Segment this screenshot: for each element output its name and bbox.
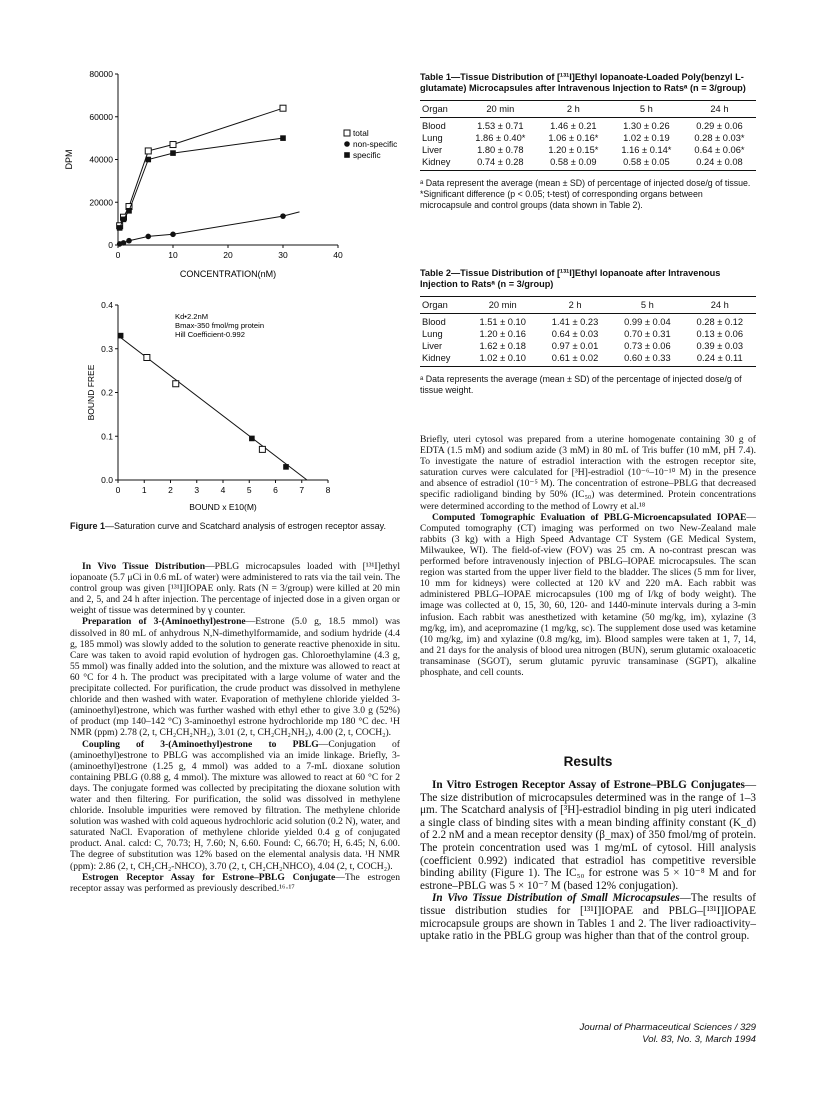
legend-label-total: total — [353, 128, 369, 138]
data-point — [173, 381, 179, 387]
table-1-row — [420, 156, 756, 171]
text-in-vitro: —The size distribution of microcapsules determined was in the range of 1–3 μm. The Scatchard analysis of [³H]-estradiol binding in pig uteri indicated a single class of binding sites with a mean binding affinity constant (K_d) of 2.2 nM and a mean receptor density (β_max) of 350 fmol/mg of protein. The protein concentration used was 1 mg/mL of cytosol. Hill analysis (coefficient 0.992) indicated that estradiol has competitive reversible binding ability (Figure 1). The IC₅₀ for estrone was 5 × 10⁻⁸ M and for estrone–PBLG was 5 × 10⁻⁷ M (based 12% conjugation). — [420, 779, 756, 892]
table-1-cell: 0.64 ± 0.06* — [694, 145, 745, 155]
table-1 — [420, 100, 756, 171]
table-1-row — [420, 118, 756, 133]
results-heading: Results — [563, 754, 613, 769]
annotation-text: Hill Coefficient-0.992 — [175, 330, 245, 339]
table-1-cell: 0.29 ± 0.06 — [696, 121, 743, 131]
figure-caption-text: —Saturation curve and Scatchard analysis of estrogen receptor assay. — [105, 521, 386, 531]
table-1-title: Table 1—Tissue Distribution of [¹³¹I]Ethyl Iopanoate-Loaded Poly(benzyl L-glutamate) Microcapsules after Intravenous Injection to Ratsᵃ (n = 3/group) — [420, 72, 746, 93]
legend-label-non-specific: non-specific — [353, 139, 398, 149]
table-1-cell: Lung — [422, 133, 443, 143]
paragraph-small-microcapsules — [420, 892, 756, 942]
table-2-cell: 0.99 ± 0.04 — [624, 317, 671, 327]
table-2-cell: Kidney — [420, 352, 467, 367]
table-1-cell: 1.16 ± 0.14* — [621, 145, 672, 155]
table-2 — [420, 296, 756, 367]
x-tick-label: 5 — [246, 485, 252, 495]
data-point-specific — [121, 217, 127, 223]
table-1-cell: Blood — [422, 121, 446, 131]
table-2-cell: 0.24 ± 0.11 — [684, 352, 756, 367]
annotation-text: Bmax-350 fmol/mg protein — [175, 321, 265, 330]
table-1-cell: 0.24 ± 0.08 — [683, 156, 756, 171]
data-point — [259, 446, 265, 452]
series-line-total — [120, 108, 283, 226]
table-2-cell: Blood — [422, 317, 446, 327]
right-column-text — [420, 434, 756, 678]
x-tick-label: 4 — [220, 485, 226, 495]
table-1-header-row — [420, 101, 756, 118]
x-tick-label: 2 — [168, 485, 173, 495]
data-point-non-specific — [280, 213, 286, 219]
y-tick-label: 0.4 — [101, 300, 113, 310]
table-2-cell: 0.64 ± 0.03 — [551, 329, 599, 339]
table-1-row — [420, 132, 756, 144]
data-point-non-specific — [170, 232, 176, 238]
table-1-cell: 1.30 ± 0.26 — [623, 121, 670, 131]
table-1-cell: 1.20 ± 0.15* — [548, 145, 599, 155]
x-tick-label: 10 — [168, 250, 178, 260]
x-tick-label: 1 — [141, 485, 147, 495]
table-1-header-cell: 5 h — [610, 101, 683, 118]
y-tick-label: 0 — [108, 240, 113, 250]
paragraph-in-vivo — [70, 561, 400, 616]
text-in-vivo: —PBLG microcapsules loaded with [¹³¹I]ethyl iopanoate (5.7 μCi in 0.6 mL of water) were administered to rats via the tail vein. The control group was given [¹³¹I]IOPAE only. Rats (N = 3/group) were killed at 20 min and 2, 5, and 24 h after injection. The percentage of injected dose in a given organ or weight of tissue was determined by γ counter. — [70, 561, 400, 617]
x-tick-label: 3 — [194, 485, 200, 495]
figure-caption-label: Figure 1 — [70, 521, 106, 531]
x-tick-label: 8 — [325, 485, 331, 495]
x-axis-label: CONCENTRATION(nM) — [179, 269, 277, 279]
x-axis-label: BOUND x E10(M) — [189, 502, 257, 512]
table-1-cell: 1.80 ± 0.78 — [477, 145, 524, 155]
table-2-header-row — [420, 297, 756, 314]
series-line-specific — [120, 138, 283, 228]
legend-label-specific: specific — [353, 150, 381, 160]
text-preparation: —Estrone (5.0 g, 18.5 mmol) was dissolved in 80 mL of anhydrous N,N-dimethylformamide, and sodium hydride (4.4 g, 185 mmol) was slowly added to the solution to generate reactive phenoxide in situ. Care was taken to avoid rapid evolution of hydrogen gas. Chloroethylamine (4.3 g, 55 mmol) was finally added into the solution, and the mixture was allowed to react at 60 °C for 4 h. The product was precipitated with a large volume of water and the precipitate collected. For purification, the crude product was dissolved in methylene chloride and then washed with water. Evaporation of methylene chloride yielded 3-(aminoethyl)estrone, which was further washed with ethyl ether to give 3.0 g (52%) of product (mp 140–142 °C) 3-aminoethyl estrone hydrochloride mp 180 °C dec. ¹H NMR (ppm) 2.78 (2, t, CH₂CH₂NH₂), 3.01 (2, t, CH₂CH₂NH₂), 4.00 (2, t, COCH₂). — [70, 616, 400, 739]
x-tick-label: 30 — [278, 250, 288, 260]
table-1-header-cell: 24 h — [683, 101, 756, 118]
table-2-row — [420, 352, 756, 367]
data-point-non-specific — [126, 238, 132, 244]
table-1-row — [420, 144, 756, 156]
saturation-chart — [60, 60, 420, 290]
table-2-cell: 0.70 ± 0.31 — [624, 329, 671, 339]
heading-in-vivo: In Vivo Tissue Distribution — [82, 561, 206, 572]
heading-small-microcapsules: In Vivo Tissue Distribution of Small Microcapsules — [432, 892, 680, 905]
left-column-text — [70, 561, 400, 894]
table-2-cell: 1.51 ± 0.10 — [479, 317, 526, 327]
table-2-header-cell: 20 min — [467, 297, 539, 314]
paragraph-receptor-assay — [70, 872, 400, 894]
scatchard-chart — [60, 295, 390, 520]
x-tick-label: 0 — [115, 250, 121, 260]
paragraph-cytosol: Briefly, uteri cytosol was prepared from a uterine homogenate containing 30 g of EDTA (1.5 mM) and sodium azide (3 mM) in 80 mL of Tris buffer (10 mM, pH 7.4). To investigate the nature of estradiol interaction with the estrogen receptor site, saturation curves were calculated for [³H]-estradiol (10⁻⁶–10⁻¹⁰ M) in the presence and absence of estradiol (10⁻⁵ M). The concentration of estrone–PBLG that decreased specific radioligand binding by 50% (IC₅₀) was determined. Protein concentrations were determined according to the method of Lowry et al.¹⁸ — [420, 434, 756, 512]
table-1-header-cell: Organ — [420, 101, 464, 118]
table-2-cell: 1.20 ± 0.16 — [479, 329, 526, 339]
annotation-text: Kd•2.2nM — [175, 312, 209, 321]
table-1-block — [420, 72, 756, 211]
table-2-header-cell: 5 h — [611, 297, 683, 314]
heading-in-vitro: In Vitro Estrogen Receptor Assay of Estrone–PBLG Conjugates — [432, 779, 745, 791]
data-point — [144, 355, 150, 361]
y-tick-label: 60000 — [89, 111, 113, 122]
table-1-cell: Kidney — [420, 156, 464, 171]
journal-footer — [420, 1022, 756, 1046]
text-receptor-assay: —The estrogen receptor assay was performed as previously described.¹⁶·¹⁷ — [70, 871, 400, 894]
table-2-cell: 0.13 ± 0.06 — [696, 329, 744, 339]
journal-volume: Vol. 83, No. 3, March 1994 — [642, 1034, 756, 1045]
heading-ct: Computed Tomographic Evaluation of PBLG-Microencapsulated IOPAE — [432, 511, 747, 523]
table-2-block — [420, 268, 756, 396]
data-point-specific — [145, 157, 151, 163]
table-1-cell: 1.86 ± 0.40* — [475, 133, 526, 143]
y-axis-label: BOUND FREE — [86, 364, 96, 421]
legend-marker-total — [344, 130, 350, 136]
table-2-header-cell: 2 h — [539, 297, 611, 314]
table-2-cell: Liver — [422, 341, 443, 351]
table-1-footnote: ᵃ Data represent the average (mean ± SD) of percentage of injected dose/g of tissue. *Significant difference (p < 0.05; t-test) of corresponding organs between microcapsule and control groups (data shown in Table 2). — [420, 178, 751, 210]
figure-caption — [70, 521, 400, 532]
x-tick-label: 6 — [273, 485, 278, 495]
table-2-row — [420, 314, 756, 329]
legend-marker-specific — [344, 152, 350, 158]
y-tick-label: 0.3 — [101, 343, 113, 354]
table-2-title: Table 2—Tissue Distribution of [¹³¹I]Ethyl Iopanoate after Intravenous Injection to Ratsᵃ (n = 3/group) — [420, 268, 721, 289]
heading-coupling: Coupling of 3-(Aminoethyl)estrone to PBLG — [82, 738, 319, 750]
data-point — [118, 333, 124, 339]
data-point-total — [170, 142, 176, 148]
table-2-cell: 0.60 ± 0.33 — [611, 352, 683, 367]
heading-preparation: Preparation of 3-(Aminoethyl)estrone — [82, 616, 246, 628]
text-ct: —Computed tomography (CT) imaging was performed on two New-Zealand male rabbits (3 kg) with a High Speed Advantage CT System (GE Medical System, Milwaukee, WI). The field-of-view (FOV) was 25 cm. A no-contrast prescan was performed before intravenously injection of PBLG–IOPAE microcapsules. The scan region was started from the upper liver field to the bladder. The slices (5 mm for liver, 10 mm for kidneys) were collected at 120 kV and 220 mA. Each rabbit was administered PBLG–IOPAE microcapsules (100 mg of I/kg of body weight). The image was collected at 0, 15, 30, 60, 120- and 1440-minute intervals during a 3-min infusion. Each rabbit was anesthetized with ketamine (50 mg/kg, im), xylazine (3 mg/kg, im), and acepromazine (1 mg/kg, sc). The supplement dose used was ketamine (10 mg/kg, im) and xylazine (0.8 mg/kg, im). Blood samples were taken at 1, 7, 14, and 21 days for the analysis of blood urea nitrogen (BUN), serum glutamic oxaloacetic transaminase (SGOT), serum glutamic pyruvic transaminase (SGPT), alkaline phosphate, and cell counts. — [420, 511, 756, 678]
x-tick-label: 20 — [223, 250, 233, 260]
data-point-specific — [126, 208, 132, 214]
y-axis-label: DPM — [64, 149, 74, 170]
journal-name: Journal of Pharmaceutical Sciences / 329 — [579, 1022, 756, 1033]
data-point-specific — [117, 225, 123, 231]
table-2-cell: 1.41 ± 0.23 — [551, 317, 599, 327]
data-point-total — [280, 105, 286, 111]
table-1-header-cell: 20 min — [464, 101, 537, 118]
table-2-cell: 0.39 ± 0.03 — [696, 341, 744, 351]
x-tick-label: 40 — [333, 250, 343, 260]
table-1-cell: 0.74 ± 0.28 — [464, 156, 537, 171]
y-tick-label: 0.0 — [101, 475, 113, 485]
table-2-row — [420, 328, 756, 340]
table-2-header-cell: 24 h — [684, 297, 756, 314]
data-point — [283, 464, 289, 470]
table-2-cell: 1.02 ± 0.10 — [467, 352, 539, 367]
series-line-non-specific — [120, 212, 300, 244]
y-tick-label: 80000 — [89, 69, 113, 79]
table-1-cell: 1.46 ± 0.21 — [550, 121, 597, 131]
table-2-cell: 0.28 ± 0.12 — [696, 317, 744, 327]
data-point-specific — [170, 150, 176, 156]
table-2-cell: 0.97 ± 0.01 — [551, 341, 599, 351]
table-2-row — [420, 340, 756, 352]
table-1-cell: 1.06 ± 0.16* — [548, 133, 599, 143]
table-2-cell: 1.62 ± 0.18 — [479, 341, 526, 351]
table-1-header-cell: 2 h — [537, 101, 610, 118]
data-point-non-specific — [145, 234, 151, 240]
results-text — [420, 779, 756, 943]
table-2-header-cell: Organ — [420, 297, 467, 314]
text-small-microcapsules: —The results of tissue distribution studies for [¹³¹I]IOPAE and PBLG–[¹³¹I]IOPAE microcapsule groups are shown in Tables 1 and 2. The liver radioactivity–uptake ratio in the PBLG group was higher than that of the control group. — [420, 892, 756, 943]
table-2-footnote: ᵃ Data represents the average (mean ± SD) of the percentage of injected dose/g of tissue weight. — [420, 374, 742, 395]
heading-receptor-assay: Estrogen Receptor Assay for Estrone–PBLG Conjugate — [82, 871, 336, 883]
data-point-specific — [280, 135, 286, 141]
x-tick-label: 7 — [299, 485, 305, 495]
text-coupling: —Conjugation of (aminoethyl)estrone to PBLG was accomplished via an imide linkage. Briefly, 3-(aminoethyl)estrone (1.25 g, 4 mmol) was added to a 7-mL dioxane solution containing PBLG (0.88 g, 4 mmol). The mixture was allowed to react at 60 °C for 2 days. The conjugate formed was collected by precipitating the dioxane solution with water and then filtering. For purification, the solid was dissolved in methylene chloride. Insoluble impurities were removed by filtration. The methylene chloride solution was washed with cold aqueous hydrochloric acid solution (0.2 N), water, and saturated NaCl. Evaporation of methylene chloride yielded 0.4 g of conjugated product. Anal. calcd: C, 70.73; H, 7.60; N, 6.60. Found: C, 66.70; H, 6.45; N, 6.00. The degree of substitution was 12% based on the elemental analysis data. ¹H NMR (ppm): 2.86 (2, t, CH₂CH₂-NHCO), 3.70 (2, t, CH₂CH₂NHCO), 4.04 (2, t, COCH₂). — [70, 738, 400, 872]
y-tick-label: 0.2 — [101, 387, 113, 398]
table-1-cell: 0.28 ± 0.03* — [694, 133, 745, 143]
y-tick-label: 20000 — [89, 197, 113, 208]
paragraph-in-vitro — [420, 779, 756, 892]
data-point-total — [145, 148, 151, 154]
paragraph-coupling — [70, 739, 400, 872]
table-1-cell: 0.58 ± 0.09 — [537, 156, 610, 171]
y-tick-label: 40000 — [89, 154, 113, 165]
data-point-non-specific — [121, 240, 127, 246]
paragraph-ct — [420, 512, 756, 678]
x-tick-label: 0 — [115, 485, 121, 495]
table-2-cell: Lung — [422, 329, 443, 339]
data-point — [249, 436, 255, 442]
table-2-cell: 0.61 ± 0.02 — [539, 352, 611, 367]
table-2-cell: 0.73 ± 0.06 — [624, 341, 671, 351]
legend-marker-non-specific — [344, 141, 350, 147]
table-1-cell: Liver — [422, 145, 443, 155]
table-1-cell: 1.02 ± 0.19 — [623, 133, 670, 143]
table-1-cell: 0.58 ± 0.05 — [610, 156, 683, 171]
paragraph-preparation — [70, 616, 400, 738]
table-1-cell: 1.53 ± 0.71 — [477, 121, 524, 131]
y-tick-label: 0.1 — [101, 431, 113, 442]
